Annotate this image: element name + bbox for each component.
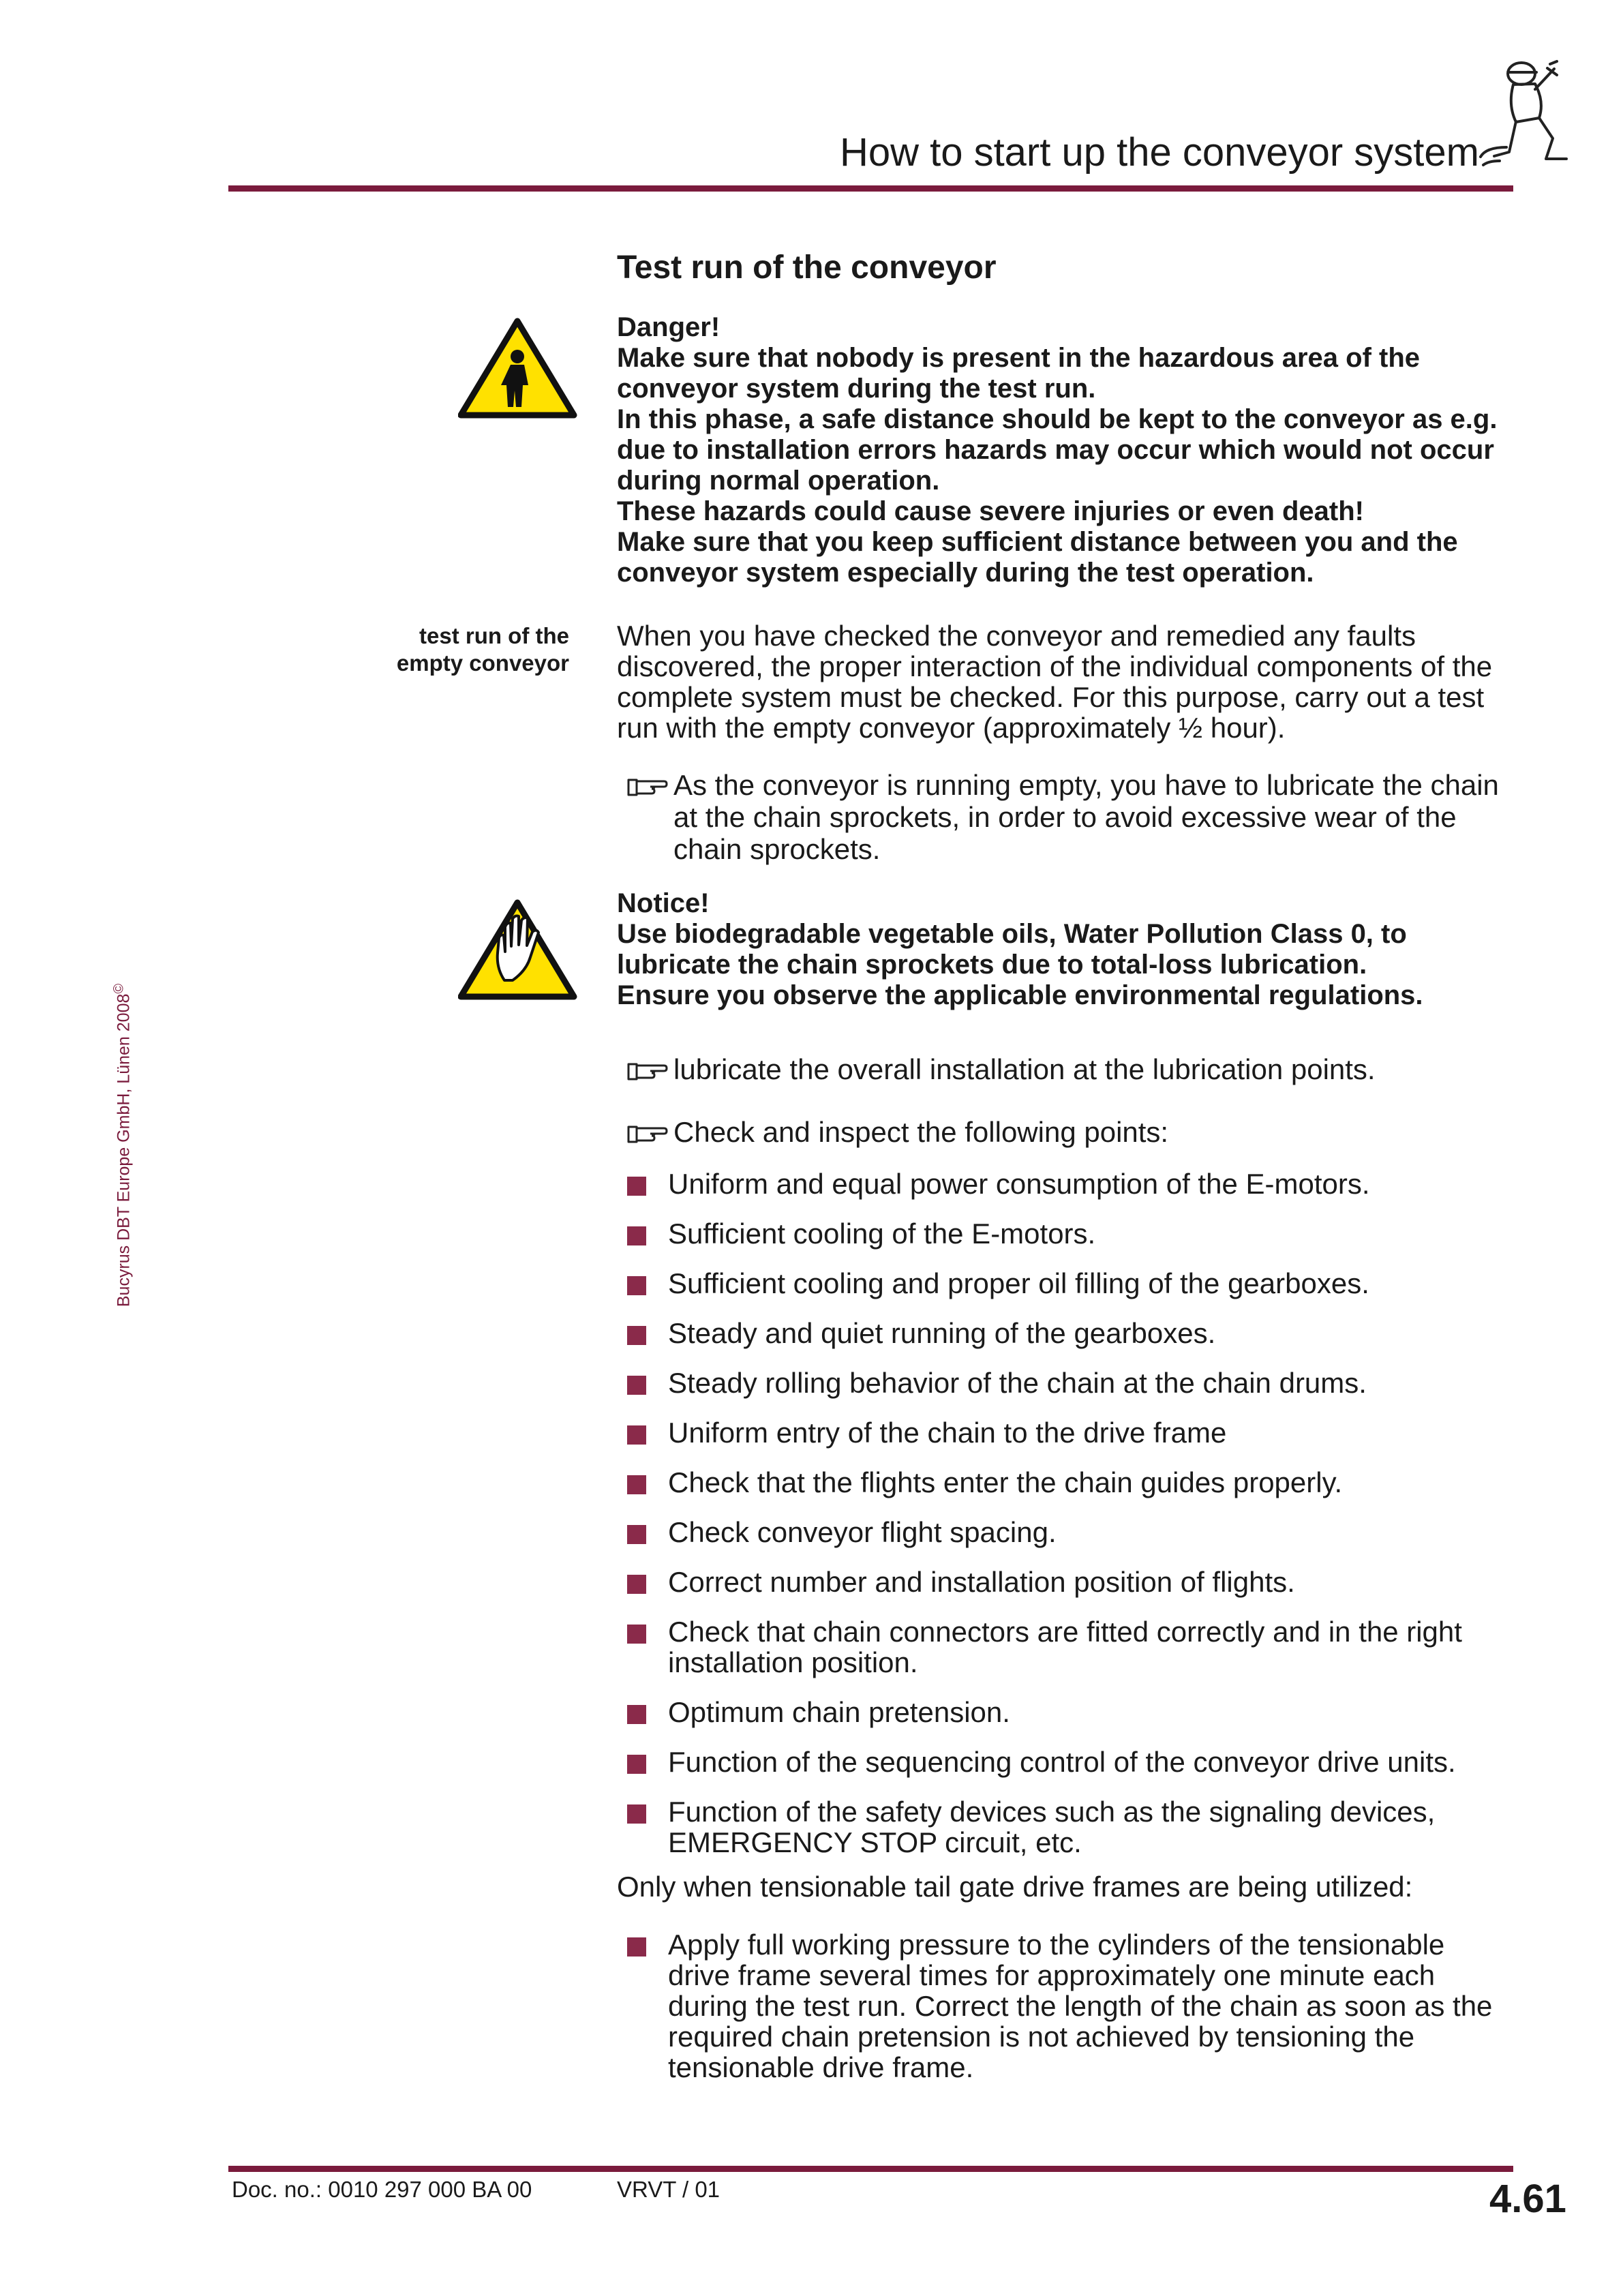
bullet-square-icon xyxy=(627,1804,646,1824)
bullet-square-icon xyxy=(627,1575,646,1594)
pointing-hand-icon xyxy=(627,1057,668,1083)
bullet-square-icon xyxy=(627,1755,646,1774)
copyright-symbol: © xyxy=(111,983,127,994)
copyright-notice: Bucyrus DBT Europe GmbH, Lünen 2008© xyxy=(111,983,134,1308)
check-item: Check conveyor flight spacing. xyxy=(627,1517,1513,1547)
check-item: Uniform entry of the chain to the drive frame xyxy=(627,1417,1513,1448)
bullet-square-icon xyxy=(627,1525,646,1544)
check-item: Function of the sequencing control of the conveyor drive units. xyxy=(627,1747,1513,1777)
danger-warning xyxy=(617,312,1517,588)
revision-code: VRVT / 01 xyxy=(617,2177,721,2202)
danger-line: Make sure that you keep sufficient distance between you and the conveyor system especially during the test operation. xyxy=(617,527,1458,588)
hand-note: lubricate the overall installation at the lubrication points. xyxy=(627,1053,1513,1085)
pointing-hand-icon xyxy=(627,773,668,799)
header-title: How to start up the conveyor system xyxy=(839,130,1479,175)
hand-note: Check and inspect the following points: xyxy=(627,1116,1513,1148)
footer-rule xyxy=(228,2166,1513,2172)
check-item: Check that the flights enter the chain guides properly. xyxy=(627,1467,1513,1498)
pointing-hand-icon xyxy=(627,1120,668,1146)
bullet-square-icon xyxy=(627,1937,646,1957)
hand-stop-warning-icon xyxy=(458,898,577,1001)
hand-note: As the conveyor is running empty, you have to lubricate the chain at the chain sprockets, in order to avoid excessive wear of the chain sprockets. xyxy=(627,769,1513,865)
check-item: Steady and quiet running of the gearboxes. xyxy=(627,1318,1513,1348)
danger-line: In this phase, a safe distance should be kept to the conveyor as e.g. due to installation errors hazards may occur which would not occur during normal operation. xyxy=(617,404,1498,496)
bullet-square-icon xyxy=(627,1705,646,1724)
bullet-square-icon xyxy=(627,1226,646,1245)
notice-line: Ensure you observe the applicable environmental regulations. xyxy=(617,980,1423,1010)
bullet-square-icon xyxy=(627,1177,646,1196)
bullet-square-icon xyxy=(627,1276,646,1295)
page-number: 4.61 xyxy=(1489,2177,1566,2221)
document-number: Doc. no.: 0010 297 000 BA 00 xyxy=(232,2177,532,2202)
tensionable-condition: Only when tensionable tail gate drive frames are being utilized: xyxy=(617,1871,1413,1903)
tension-item: Apply full working pressure to the cylinders of the tensionable drive frame several times for approximately one minute each during the test run. Correct the length of the chain as soon as the required chain pretension is not achieved by tensioning the tensionable drive frame. xyxy=(627,1929,1513,2083)
check-item: Check that chain connectors are fitted correctly and in the right installation position. xyxy=(627,1616,1513,1678)
check-item: Optimum chain pretension. xyxy=(627,1697,1513,1727)
section-title: Test run of the conveyor xyxy=(617,250,997,286)
bullet-square-icon xyxy=(627,1425,646,1445)
header-rule xyxy=(228,185,1513,192)
notice-line: Use biodegradable vegetable oils, Water Pollution Class 0, to lubricate the chain sprockets due to total-loss lubrication. xyxy=(617,919,1407,980)
bullet-square-icon xyxy=(627,1625,646,1644)
check-item: Sufficient cooling and proper oil filling of the gearboxes. xyxy=(627,1268,1513,1299)
worker-mascot-icon xyxy=(1479,59,1575,178)
check-item: Sufficient cooling of the E-motors. xyxy=(627,1218,1513,1249)
intro-paragraph: When you have checked the conveyor and remedied any faults discovered, the proper interaction of the individual components of the complete system must be checked. For this purpose, carry out a test run with the empty conveyor (approximately ½ hour). xyxy=(617,620,1493,744)
danger-heading: Danger! xyxy=(617,312,721,342)
notice-heading: Notice! xyxy=(617,888,710,918)
person-hazard-warning-icon xyxy=(458,317,577,419)
check-item: Function of the safety devices such as the signaling devices, EMERGENCY STOP circuit, etc. xyxy=(627,1796,1513,1858)
danger-line: These hazards could cause severe injuries or even death! xyxy=(617,496,1364,526)
danger-line: Make sure that nobody is present in the hazardous area of the conveyor system during the test run. xyxy=(617,343,1421,404)
bullet-square-icon xyxy=(627,1475,646,1494)
notice-warning xyxy=(617,888,1517,1011)
bullet-square-icon xyxy=(627,1326,646,1345)
side-label: test run of the empty conveyor xyxy=(396,623,569,676)
check-item: Uniform and equal power consumption of the E-motors. xyxy=(627,1168,1513,1199)
check-item: Correct number and installation position of flights. xyxy=(627,1567,1513,1597)
bullet-square-icon xyxy=(627,1376,646,1395)
check-item: Steady rolling behavior of the chain at the chain drums. xyxy=(627,1368,1513,1398)
